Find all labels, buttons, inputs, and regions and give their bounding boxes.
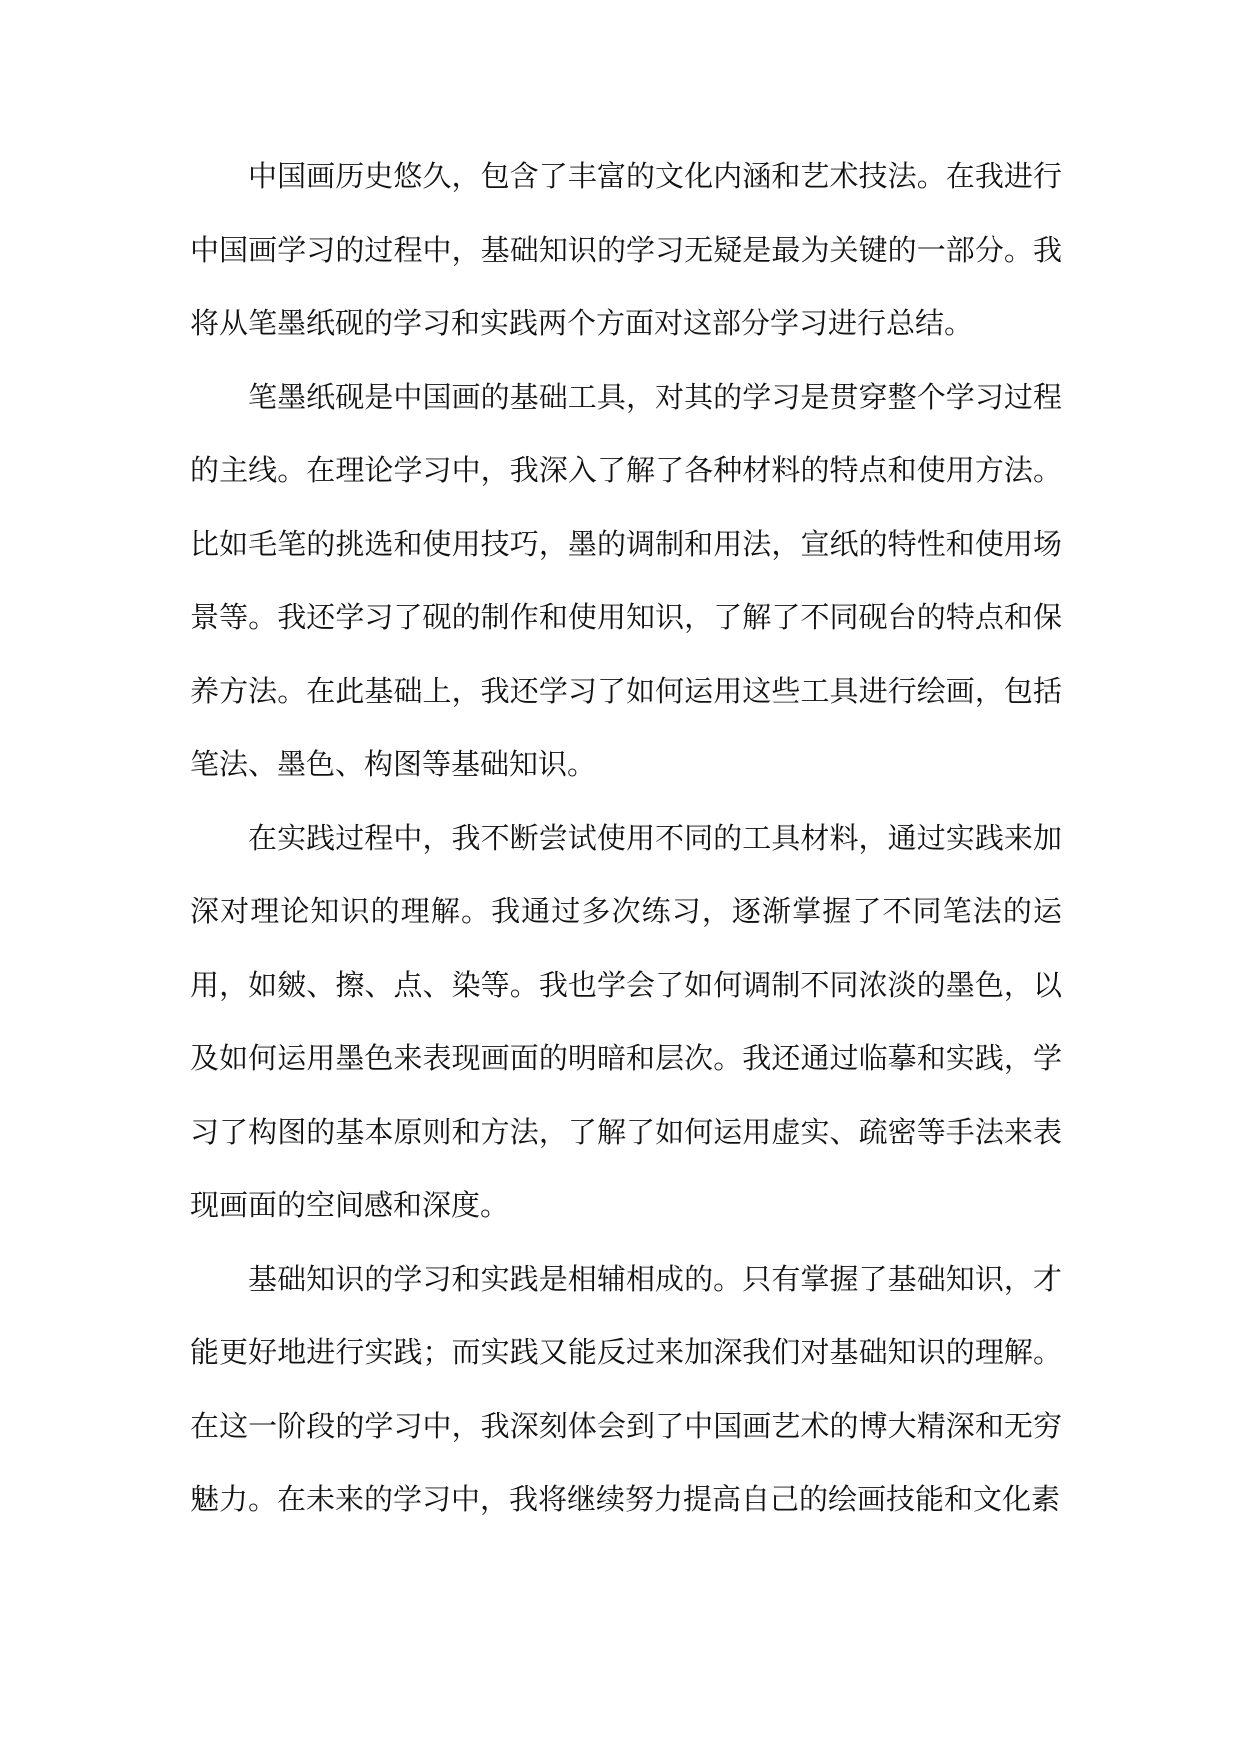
paragraph-tools: 笔墨纸砚是中国画的基础工具，对其的学习是贯穿整个学习过程的主线。在理论学习中，我深入了解了各种材料的特点和使用方法。比如毛笔的挑选和使用技巧，墨的调制和用法，宣纸的特性和使用场景等。我还学习了砚的制作和使用知识，了解了不同砚台的特点和保养方法。在此基础上，我还学习了如何运用这些工具进行绘画，包括笔法、墨色、构图等基础知识。 (190, 379, 1062, 781)
paragraph-practice: 在实践过程中，我不断尝试使用不同的工具材料，通过实践来加深对理论知识的理解。我通过多次练习，逐渐掌握了不同笔法的运用，如皴、擦、点、染等。我也学会了如何调制不同浓淡的墨色，以及如何运用墨色来表现画面的明暗和层次。我还通过临摹和实践，学习了构图的基本原则和方法，了解了如何运用虚实、疏密等手法来表现画面的空间感和深度。 (190, 820, 1062, 1222)
paragraph-summary: 基础知识的学习和实践是相辅相成的。只有掌握了基础知识，才能更好地进行实践；而实践又能反过来加深我们对基础知识的理解。在这一阶段的学习中，我深刻体会到了中国画艺术的博大精深和无穷魅力。在未来的学习中，我将继续努力提高自己的绘画技能和文化素 (190, 1261, 1062, 1516)
paragraph-intro: 中国画历史悠久，包含了丰富的文化内涵和艺术技法。在我进行中国画学习的过程中，基础知识的学习无疑是最为关键的一部分。我将从笔墨纸砚的学习和实践两个方面对这部分学习进行总结。 (190, 159, 1062, 340)
document-body (190, 140, 1062, 1537)
